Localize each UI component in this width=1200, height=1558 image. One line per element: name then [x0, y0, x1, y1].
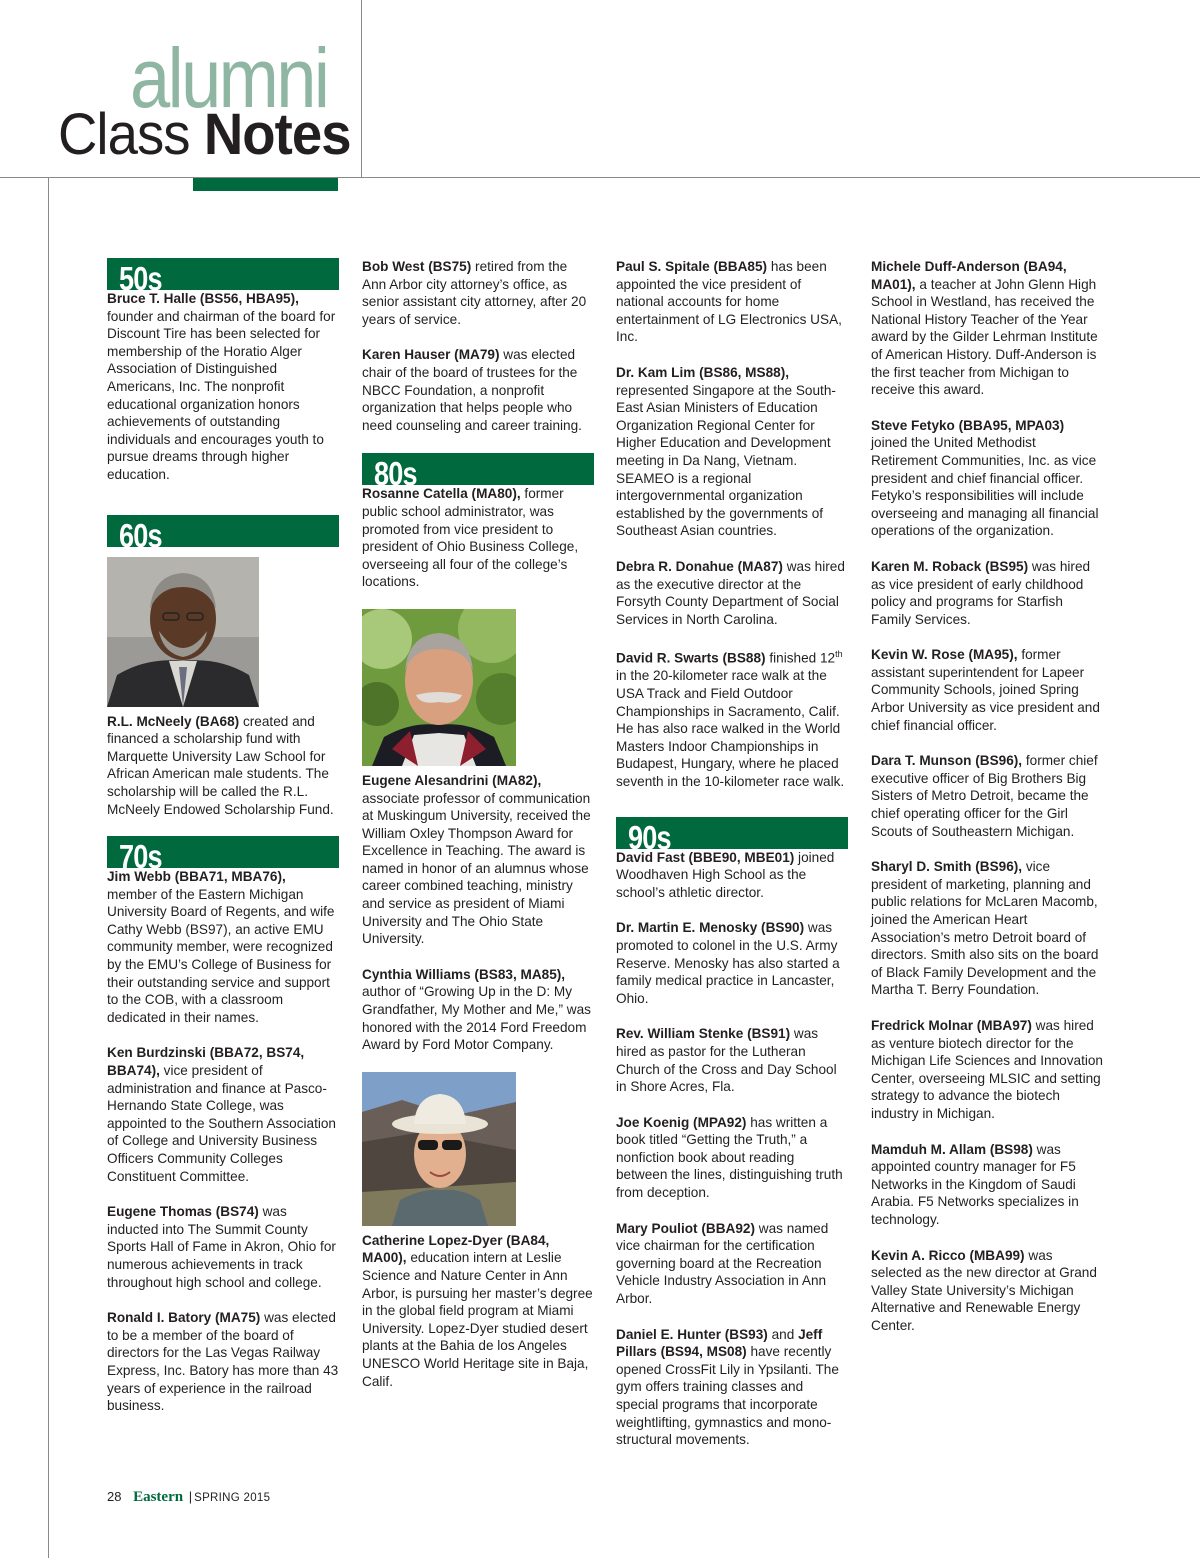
decade-header-80s — [362, 453, 594, 493]
note-text: member of the Eastern Michigan University Board of Regents, and wife Cathy Webb (BS97), an active EMU community member, were recognized by the EMU’s College of Business for their outstanding service and support to the COB, with a classroom dedicated in their names. — [107, 886, 335, 1025]
note-name: Kevin W. Rose (MA95), — [871, 647, 1018, 663]
note-name: R.L. McNeely (BA68) — [107, 713, 240, 729]
masthead-notes: Notes — [203, 102, 351, 167]
masthead-alumni: alumni — [130, 31, 328, 125]
note-name: Rosanne Catella (MA80), — [362, 486, 521, 502]
decade-label: 60s — [119, 516, 162, 554]
note-name: Karen M. Roback (BS95) — [871, 558, 1029, 574]
note-name: Paul S. Spitale (BBA85) — [616, 259, 768, 274]
class-note-catella — [362, 485, 594, 591]
class-note-spitale — [616, 258, 848, 346]
note-text: was hired as the executive director at the Forsyth County Department of Social Services in North Carolina. — [616, 558, 845, 627]
class-note-rose — [871, 646, 1103, 734]
note-text: was elected to be a member of the board of directors for the Las Vegas Railway Express, Inc. Batory has more than 43 years of experience in the railroad business. — [107, 1310, 339, 1414]
magazine-name: Eastern — [133, 1489, 184, 1505]
note-name: Daniel E. Hunter (BS93) — [616, 1326, 768, 1342]
note-name: Rev. William Stenke (BS91) — [616, 1026, 791, 1042]
class-note-allam — [871, 1141, 1103, 1229]
note-name: David Fast (BBE90, MBE01) — [616, 849, 795, 865]
decade-label: 50s — [119, 260, 162, 297]
note-name: Catherine Lopez-Dyer (BA84, MA00), — [362, 1232, 550, 1266]
note-text: and — [767, 1326, 799, 1342]
note-text: was hired as venture biotech director for the Michigan Life Sciences and Innovation Center, overseeing MLSIC and setting strategy to advance the biotech industry in Michigan. — [871, 1017, 1103, 1121]
class-note-williams — [362, 966, 594, 1054]
note-text: finished 12 — [765, 650, 836, 666]
class-note-duff-anderson — [871, 258, 1103, 399]
note-text: vice president of marketing, planning and public relations for McLaren Macomb, joined the American Heart Association’s metro Detroit board of directors. Smith also sits on the board of Black Family Development and the Martha T. Berry Foundation. — [871, 859, 1099, 998]
note-text: was hired as vice president of early childhood policy and programs for Starfish Family Services. — [871, 558, 1091, 627]
note-text: has written a book titled “Getting the Truth,” a nonfiction book about reading between the lines, distinguishing truth from deception. — [616, 1114, 843, 1201]
note-text: a teacher at John Glenn High School in Westland, has received the National History Teacher of the Year award by the Gilder Lehrman Institute of American History. Duff-Anderson is the first teacher from Michigan to receive this award. — [871, 276, 1098, 398]
class-note-koenig — [616, 1114, 848, 1202]
note-text: former chief executive officer of Big Brothers Big Sisters of Metro Detroit, became the chief operating officer for the Girl Scouts of Southeastern Michigan. — [871, 753, 1098, 839]
note-name: Steve Fetyko (BBA95, MPA03) — [871, 417, 1065, 433]
note-text: vice president of administration and finance at Pasco-Hernando State College, was appointed to the Southern Association of College and University Business Officers Community Colleges Constituent Committee. — [107, 1063, 336, 1184]
class-note-donahue — [616, 558, 848, 628]
class-note-menosky — [616, 919, 848, 1007]
class-note-hunter-pillars — [616, 1326, 848, 1449]
note-text: was selected as the new director at Grand Valley State University’s Michigan Alternative and Renewable Energy Center. — [871, 1247, 1097, 1333]
note-text: education intern at Leslie Science and Nature Center in Ann Arbor, is pursuing her master’s degree in the global field program at Miami University. Lopez-Dyer studied desert plants at the Bahia de los Angeles UNESCO World Heritage site in Baja, Calif. — [362, 1250, 593, 1389]
masthead-class: Class — [58, 102, 190, 167]
class-note-hauser — [362, 346, 594, 434]
footer-separator: | — [188, 1489, 193, 1504]
column-4 — [871, 258, 1103, 1352]
class-note-alesandrini — [362, 772, 594, 948]
page-footer — [107, 1488, 270, 1507]
masthead-class-notes — [58, 104, 351, 166]
note-name: Mamduh M. Allam (BS98) — [871, 1141, 1033, 1157]
note-text: have recently opened CrossFit Lily in Ypsilanti. The gym offers training classes and special programs that incorporate weightlifting, gymnastics and mono-structural movements. — [616, 1344, 839, 1448]
note-name: Cynthia Williams (BS83, MA85), — [362, 966, 566, 982]
photo-alesandrini — [362, 609, 516, 766]
class-note-halle — [107, 290, 339, 484]
class-note-munson — [871, 752, 1103, 840]
decade-label: 70s — [119, 838, 162, 876]
divider-horizontal — [0, 177, 1200, 178]
note-text: associate professor of communication at Muskingum University, received the William Oxley Thompson Award for Excellence in Teaching. The award is named in honor of an alumnus whose career combined teaching, ministry and service as president of Miami University and The Ohio State University. — [362, 790, 591, 947]
note-name: Jeff Pillars (BS94, MS08) — [616, 1326, 823, 1360]
note-superscript: th — [835, 649, 843, 660]
decade-header-90s — [616, 817, 848, 856]
note-text: was elected chair of the board of trustees for the NBCC Foundation, a nonprofit organization that helps people who need counseling and career training. — [362, 347, 582, 433]
column-2 — [362, 258, 594, 1408]
note-name: Dara T. Munson (BS96), — [871, 753, 1023, 769]
note-text: joined Woodhaven High School as the school’s athletic director. — [616, 849, 835, 900]
note-name: Bob West (BS75) — [362, 259, 472, 274]
issue-date: SPRING 2015 — [194, 1492, 271, 1504]
column-3 — [616, 258, 848, 1467]
decade-header-50s — [107, 258, 339, 297]
class-note-stenke — [616, 1025, 848, 1095]
class-note-molnar — [871, 1017, 1103, 1123]
divider-vertical-top — [361, 0, 362, 178]
class-note-lopez-dyer — [362, 1232, 594, 1390]
class-note-smith — [871, 858, 1103, 999]
class-note-roback — [871, 558, 1103, 628]
note-name: David R. Swarts (BS88) — [616, 650, 766, 666]
class-note-fetyko — [871, 417, 1103, 540]
note-text: has been appointed the vice president of national accounts for home entertainment of LG Electronics USA, Inc. — [616, 259, 842, 345]
note-name: Jim Webb (BBA71, MBA76), — [107, 869, 286, 885]
note-text: was promoted to colonel in the U.S. Army Reserve. Menosky has also started a family medical practice in Lancaster, Ohio. — [616, 920, 840, 1006]
note-text: was inducted into The Summit County Sports Hall of Fame in Akron, Ohio for numerous achievements in track throughout high school and college. — [107, 1204, 336, 1290]
class-note-west — [362, 258, 594, 328]
photo-mcneely — [107, 557, 259, 707]
class-note-swarts — [616, 646, 848, 790]
class-note-fast — [616, 849, 848, 902]
note-name: Fredrick Molnar (MBA97) — [871, 1017, 1032, 1033]
header-accent-bar — [193, 178, 338, 191]
note-text: former public school administrator, was promoted from vice president to president of Ohio Business College, overseeing all four of the college’s locations. — [362, 486, 579, 590]
class-note-lim — [616, 364, 848, 540]
class-note-batory — [107, 1309, 339, 1415]
note-text: created and financed a scholarship fund with Marquette University Law School for African American male students. The scholarship will be called the R.L. McNeely Endowed Scholarship Fund. — [107, 713, 334, 817]
note-text: retired from the Ann Arbor city attorney’s office, as senior assistant city attorney, after 20 years of service. — [362, 259, 587, 327]
note-name: Dr. Kam Lim (BS86, MS88), — [616, 364, 789, 380]
note-name: Ken Burdzinski (BBA72, BS74, BBA74), — [107, 1045, 305, 1079]
note-name: Eugene Alesandrini (MA82), — [362, 772, 542, 788]
note-text: author of “Growing Up in the D: My Grandfather, My Mother and Me,” was honored with the 2014 Ford Freedom Award by Ford Motor Company. — [362, 984, 591, 1053]
decade-header-70s — [107, 836, 339, 876]
class-note-thomas — [107, 1203, 339, 1291]
decade-header-60s — [107, 515, 339, 554]
note-name: Michele Duff-Anderson (BA94, MA01), — [871, 259, 1067, 292]
photo-lopez-dyer — [362, 1072, 516, 1226]
class-note-ricco — [871, 1247, 1103, 1335]
note-name: Karen Hauser (MA79) — [362, 347, 500, 363]
class-note-webb — [107, 868, 339, 1026]
note-name: Kevin A. Ricco (MBA99) — [871, 1247, 1025, 1263]
note-text: in the 20-kilometer race walk at the USA Track and Field Outdoor Championships in Sacramento, Calif. He has also race walked in the World Masters Indoor Championships in Budapest, Hungary, where he placed seventh in the 10-kilometer race walk. — [616, 668, 845, 789]
note-text: founder and chairman of the board for Discount Tire has been selected for membership of the Horatio Alger Association of Distinguished Americans, Inc. The nonprofit educational organization honors achievements of outstanding individuals and encourages youth to pursue dreams through higher education. — [107, 308, 336, 482]
decade-label: 90s — [628, 818, 671, 856]
note-name: Dr. Martin E. Menosky (BS90) — [616, 920, 805, 936]
note-name: Joe Koenig (MPA92) — [616, 1114, 747, 1130]
note-name: Debra R. Donahue (MA87) — [616, 558, 783, 574]
page-number: 28 — [107, 1489, 122, 1504]
note-text: represented Singapore at the South-East Asian Ministers of Education Organization Regional Center for Higher Education and Development meeting in Da Nang, Vietnam. SEAMEO is a regional intergovernmental organization established by the governments of Southeast Asian countries. — [616, 382, 836, 539]
note-text: was appointed country manager for F5 Networks in the Kingdom of Saudi Arabia. F5 Networks specializes in technology. — [871, 1141, 1079, 1227]
class-note-burdzinski — [107, 1044, 339, 1185]
note-text: joined the United Methodist Retirement Communities, Inc. as vice president and chief financial officer. Fetyko’s responsibilities will include overseeing and managing all financial operations of the organization. — [871, 435, 1099, 539]
class-note-mcneely — [107, 713, 339, 819]
note-name: Ronald I. Batory (MA75) — [107, 1310, 261, 1326]
note-name: Sharyl D. Smith (BS96), — [871, 859, 1023, 875]
decade-label: 80s — [374, 455, 417, 493]
note-name: Mary Pouliot (BBA92) — [616, 1220, 755, 1236]
class-note-pouliot — [616, 1220, 848, 1308]
note-text: former assistant superintendent for Lapeer Community Schools, joined Spring Arbor University as vice president and chief financial officer. — [871, 647, 1100, 733]
note-name: Eugene Thomas (BS74) — [107, 1204, 259, 1220]
note-name: Bruce T. Halle (BS56, HBA95), — [107, 291, 299, 306]
note-text: was named vice chairman for the certification governing board at the Recreation Vehicle Industry Association in Ann Arbor. — [616, 1220, 829, 1307]
masthead — [0, 0, 362, 178]
note-text: was hired as pastor for the Lutheran Church of the Cross and Day School in Shore Acres, Fla. — [616, 1026, 837, 1095]
divider-vertical-left — [48, 178, 49, 1558]
column-1 — [107, 258, 339, 1433]
